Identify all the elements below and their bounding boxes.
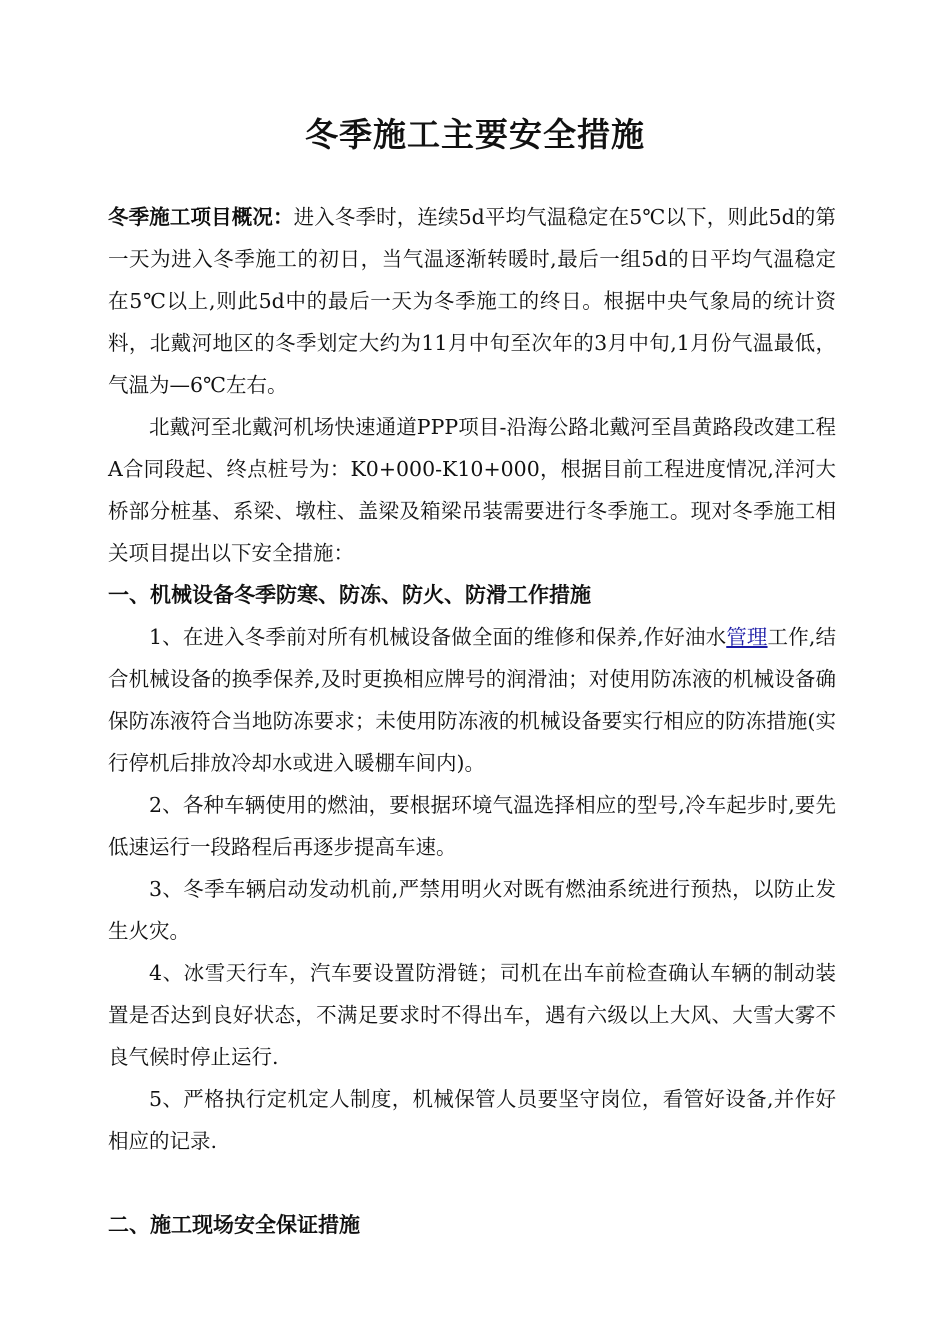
overview-label: 冬季施工项目概况：	[108, 205, 294, 229]
project-paragraph: 北戴河至北戴河机场快速通道PPP项目-沿海公路北戴河至昌黄路段改建工程A合同段起、终点桩号为：K0+000-K10+000，根据目前工程进度情况,洋河大桥部分桩基、系梁、墩柱、盖梁及箱梁吊装需要进行冬季施工。现对冬季施工相关项目提出以下安全措施：	[108, 415, 836, 565]
item1-text-after: 工作,结合机械设备的换季保养,及时更换相应牌号的润滑油；对使用防冻液的机械设备确保防冻液符合当地防冻要求；未使用防冻液的机械设备要实行相应的防冻措施(实行停机后排放冷却水或进入暖棚车间内)。	[108, 625, 836, 775]
section1-item-5: 5、严格执行定机定人制度，机械保管人员要坚守岗位，看管好设备,并作好相应的记录.	[108, 1087, 836, 1153]
section1-item-2: 2、各种车辆使用的燃油，要根据环境气温选择相应的型号,冷车起步时,要先低速运行一段路程后再逐步提高车速。	[108, 793, 836, 859]
overview-text: 进入冬季时，连续5d平均气温稳定在5℃以下，则此5d的第一天为进入冬季施工的初日，当气温逐渐转暖时,最后一组5d的日平均气温稳定在5℃以上,则此5d中的最后一天为冬季施工的终日。根据中央气象局的统计资料，北戴河地区的冬季划定大约为11月中旬至次年的3月中旬,1月份气温最低，气温为—6℃左右。	[108, 205, 836, 397]
section1-item-1	[108, 616, 836, 784]
item1-text-before: 1、在进入冬季前对所有机械设备做全面的维修和保养,作好油水	[149, 625, 727, 649]
document-body	[108, 196, 836, 1246]
document-title: 冬季施工主要安全措施	[305, 115, 645, 154]
section2-heading: 二、施工现场安全保证措施	[108, 1213, 360, 1237]
section1-item-4: 4、冰雪天行车，汽车要设置防滑链；司机在出车前检查确认车辆的制动装置是否达到良好状态，不满足要求时不得出车，遇有六级以上大风、大雪大雾不良气候时停止运行.	[108, 961, 836, 1069]
blank-line	[108, 1162, 836, 1204]
overview-paragraph	[108, 196, 836, 406]
section1-item-3: 3、冬季车辆启动发动机前,严禁用明火对既有燃油系统进行预热，以防止发生火灾。	[108, 877, 836, 943]
section1-heading: 一、机械设备冬季防寒、防冻、防火、防滑工作措施	[108, 583, 591, 607]
management-link[interactable]: 管理	[726, 625, 768, 649]
